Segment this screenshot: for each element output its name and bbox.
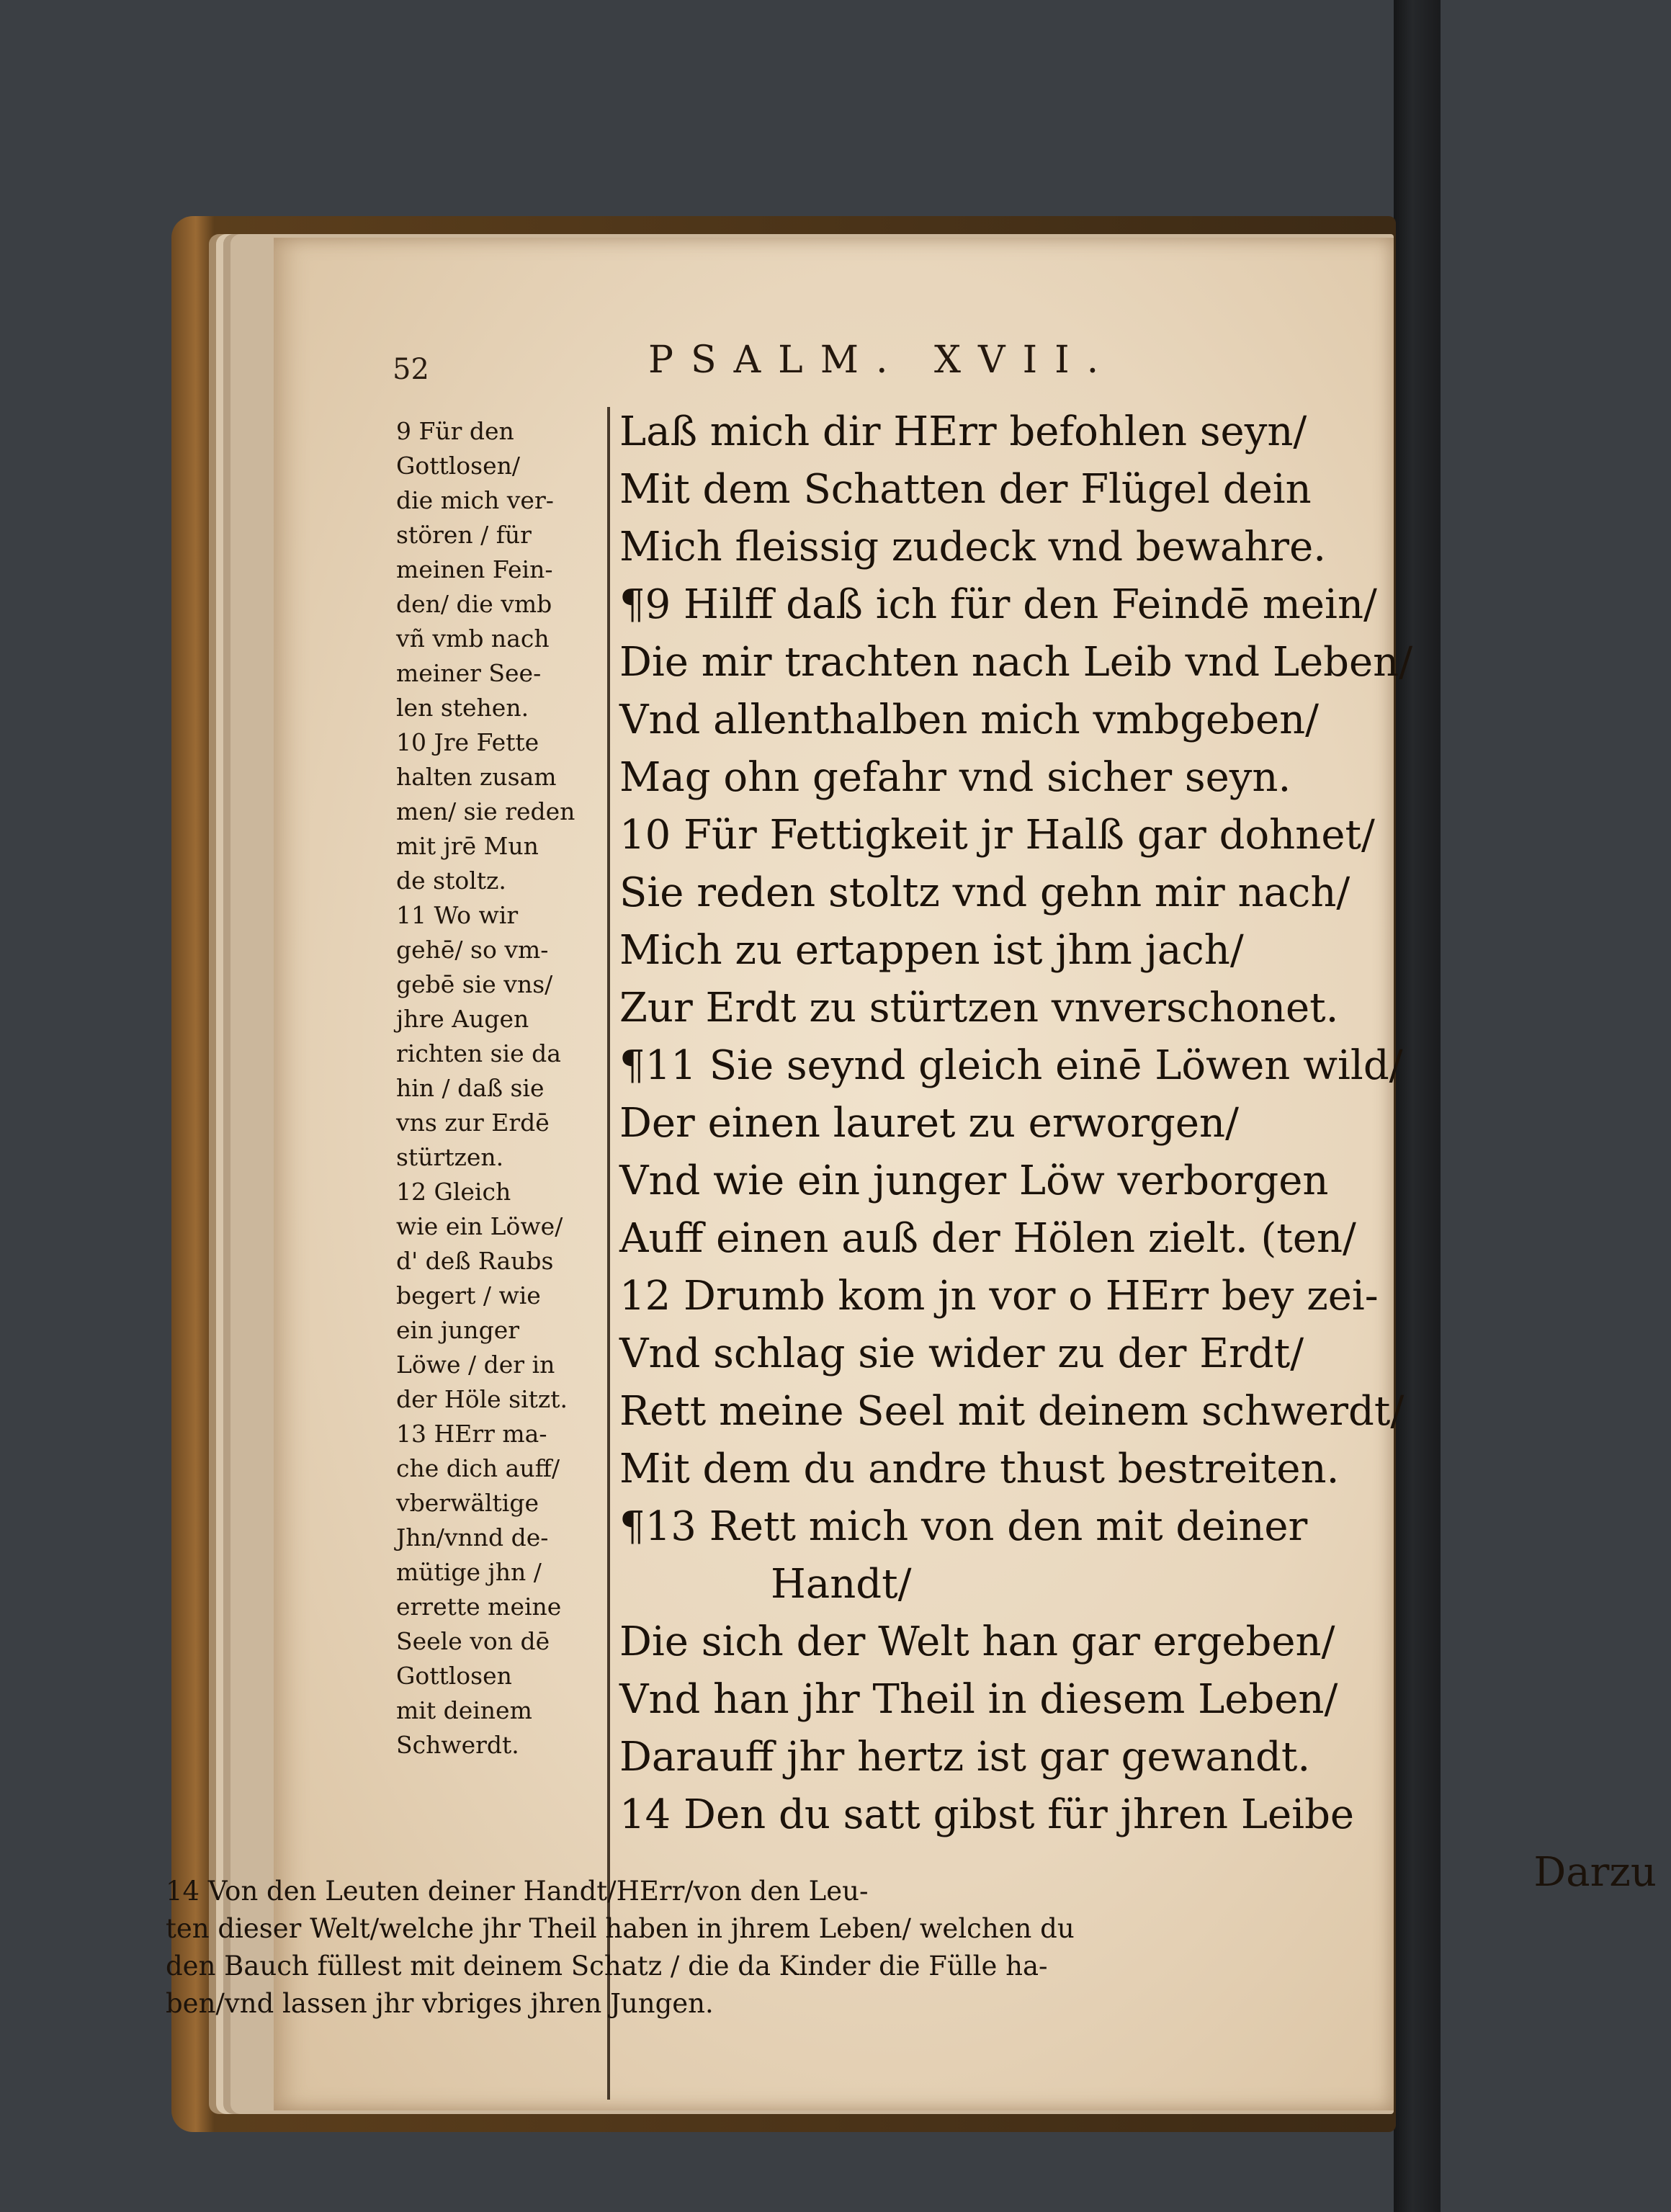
gloss-line: Jhn/vnnd de- <box>396 1523 549 1551</box>
verse-line: Die sich der Welt han gar ergeben/ <box>619 1618 1335 1665</box>
gloss-line: der Höle sitzt. <box>396 1385 568 1413</box>
verse-line: Mich fleissig zudeck vnd bewahre. <box>619 524 1327 570</box>
verse-line: 14 Den du satt gibst für jhren Leibe <box>619 1791 1355 1838</box>
column-rule <box>607 407 610 2100</box>
gloss-line: begert / wie <box>396 1281 541 1309</box>
margin-gloss <box>396 414 598 1763</box>
gloss-line: Schwerdt. <box>396 1731 519 1759</box>
verse-line: Mich zu ertappen ist jhm jach/ <box>619 927 1244 974</box>
verse-line: Mit dem du andre thust bestreiten. <box>619 1446 1340 1492</box>
verse-line: Zur Erdt zu stürtzen vnverschonet. <box>619 985 1339 1031</box>
gloss-line: gehē/ so vm- <box>396 936 549 964</box>
verse-line: Darauff jhr hertz ist gar gewandt. <box>619 1734 1311 1781</box>
gloss-line: 11 Wo wir <box>396 901 519 929</box>
verse-column <box>619 403 1671 1902</box>
gloss-line: jhre Augen <box>396 1005 529 1033</box>
verse-line: Vnd allenthalben mich vmbgeben/ <box>619 697 1320 743</box>
gloss-line: stören / für <box>396 521 532 549</box>
gloss-line: Seele von dē <box>396 1627 550 1655</box>
gloss-line: den/ die vmb <box>396 590 552 618</box>
verse-line: Der einen lauret zu erworgen/ <box>619 1100 1239 1147</box>
gloss-line: meinen Fein- <box>396 555 553 583</box>
footnote-line: ten dieser Welt/welche jhr Theil haben in jhrem Leben/ welchen du <box>166 1913 1075 1944</box>
verse-line: Vnd han jhr Theil in diesem Leben/ <box>619 1676 1338 1723</box>
gloss-line: 12 Gleich <box>396 1178 511 1206</box>
gloss-line: 13 HErr ma- <box>396 1420 547 1448</box>
verse-line: Vnd wie ein junger Löw verborgen <box>619 1158 1329 1204</box>
gloss-line: hin / daß sie <box>396 1074 545 1102</box>
footnote-line: den Bauch füllest mit deinem Schatz / die da Kinder die Fülle ha- <box>166 1951 1048 1982</box>
gloss-line: men/ sie reden <box>396 797 575 825</box>
gloss-line: Löwe / der in <box>396 1351 555 1379</box>
footnote-line: ben/vnd lassen jhr vbriges jhren Jungen. <box>166 1988 714 2019</box>
gloss-line: mütige jhn / <box>396 1558 542 1586</box>
verse-line: Die mir trachten nach Leib vnd Leben/ <box>619 639 1413 686</box>
gloss-line: richten sie da <box>396 1039 561 1067</box>
gloss-line: mit deinem <box>396 1696 532 1724</box>
gloss-line: 10 Jre Fette <box>396 728 539 756</box>
verse-line: Sie reden stoltz vnd gehn mir nach/ <box>619 869 1350 916</box>
gloss-line: gebē sie vns/ <box>396 970 553 998</box>
verse-line: Handt/ <box>771 1561 912 1608</box>
gloss-line: wie ein Löwe/ <box>396 1212 563 1240</box>
gloss-line: vberwältige <box>396 1489 539 1517</box>
gloss-line: meiner See- <box>396 659 542 687</box>
gloss-line: vñ vmb nach <box>396 624 550 653</box>
page-number: 52 <box>393 353 429 386</box>
verse-line: ¶13 Rett mich von den mit deiner <box>619 1503 1308 1550</box>
gloss-line: halten zusam <box>396 763 557 791</box>
verse-line: ¶11 Sie seynd gleich einē Löwen wild/ <box>619 1042 1403 1089</box>
verse-line: 12 Drumb kom jn vor o HErr bey zei- <box>619 1273 1379 1320</box>
verse-line: 10 Für Fettigkeit jr Halß gar dohnet/ <box>619 812 1375 859</box>
gloss-line: ein junger <box>396 1316 519 1344</box>
book-page <box>274 238 1657 2110</box>
verse-line: Rett meine Seel mit deinem schwerdt/ <box>619 1388 1405 1435</box>
gloss-line: mit jrē Mun <box>396 832 539 860</box>
gloss-line: Gottlosen <box>396 1662 512 1690</box>
verse-line: Vnd schlag sie wider zu der Erdt/ <box>619 1330 1304 1377</box>
gloss-line: vns zur Erdē <box>396 1109 550 1137</box>
footnote <box>166 1873 1376 2023</box>
catchword: Darzu <box>1533 1849 1657 1896</box>
gloss-line: che dich auff/ <box>396 1454 560 1482</box>
gloss-line: de stoltz. <box>396 867 506 895</box>
verse-line: Laß mich dir HErr befohlen seyn/ <box>619 408 1307 455</box>
gloss-line: len stehen. <box>396 694 529 722</box>
verse-line: Mit dem Schatten der Flügel dein <box>619 466 1312 513</box>
gloss-line: Gottlosen/ <box>396 452 521 480</box>
gloss-line: 9 Für den <box>396 417 514 445</box>
verse-line: Auff einen auß der Hölen zielt. (ten/ <box>619 1215 1356 1262</box>
running-head: PSALM. XVII. <box>648 339 1116 382</box>
footnote-line: 14 Von den Leuten deiner Handt/HErr/von den Leu- <box>166 1876 869 1907</box>
verse-line: ¶9 Hilff daß ich für den Feindē mein/ <box>619 581 1377 628</box>
gloss-line: d' deß Raubs <box>396 1247 554 1275</box>
gloss-line: errette meine <box>396 1593 562 1621</box>
verse-line: Mag ohn gefahr vnd sicher seyn. <box>619 754 1291 801</box>
gloss-line: stürtzen. <box>396 1143 504 1171</box>
gloss-line: die mich ver- <box>396 486 554 514</box>
